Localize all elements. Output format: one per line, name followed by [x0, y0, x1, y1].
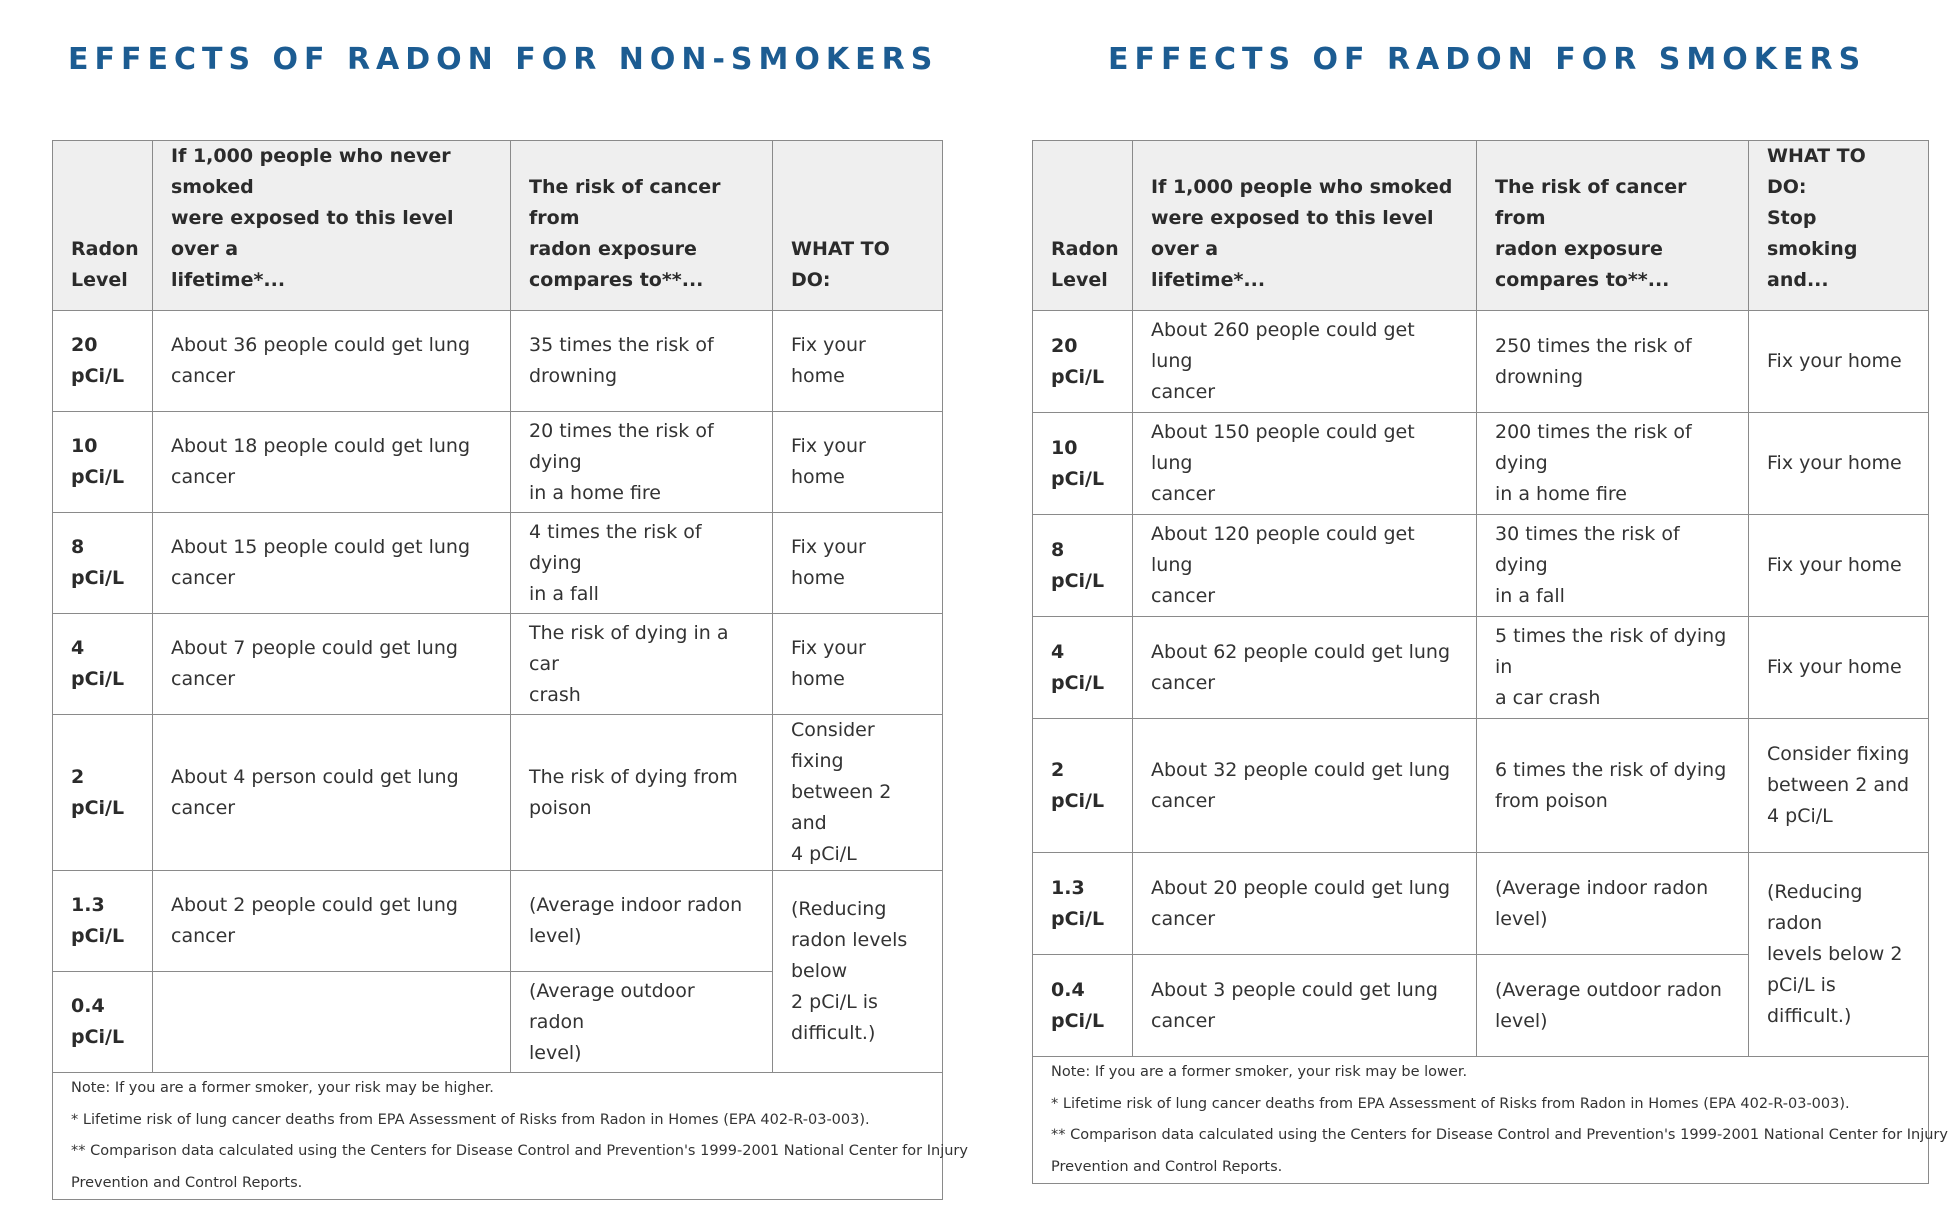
table-row: [53, 871, 943, 972]
compare-cell: (Average indoor radon level): [1477, 853, 1749, 955]
people-cell: About 15 people could get lung cancer: [153, 513, 511, 614]
what-to-do-cell: Fix your home: [773, 311, 943, 412]
table-row: [1033, 719, 1929, 853]
what-to-do-cell: Fix your home: [773, 513, 943, 614]
note-line: Note: If you are a former smoker, your risk may be higher.: [71, 1080, 494, 1096]
table-row: [53, 715, 943, 871]
compare-cell: The risk of dying from poison: [511, 715, 773, 871]
radon-level-cell: 10 pCi/L: [1033, 413, 1133, 515]
people-cell: About 62 people could get lung cancer: [1133, 617, 1477, 719]
header-what-to-do: WHAT TO DO:: [773, 141, 943, 311]
what-to-do-cell: Fix your home: [1749, 311, 1929, 413]
people-cell: About 7 people could get lung cancer: [153, 614, 511, 715]
compare-cell: (Average outdoor radon level): [511, 972, 773, 1073]
people-cell: About 18 people could get lung cancer: [153, 412, 511, 513]
table-row: [1033, 413, 1929, 515]
compare-cell: 20 times the risk of dying in a home fire: [511, 412, 773, 513]
notes-cell: [1033, 1057, 1948, 1184]
compare-cell: (Average outdoor radon level): [1477, 955, 1749, 1057]
compare-cell: (Average indoor radon level): [511, 871, 773, 972]
radon-level-cell: 20 pCi/L: [53, 311, 153, 412]
compare-cell: The risk of dying in a car crash: [511, 614, 773, 715]
notes-row: [53, 1073, 943, 1200]
nonsmokers-table: [52, 140, 968, 1200]
people-cell: About 4 person could get lung cancer: [153, 715, 511, 871]
radon-level-cell: 2 pCi/L: [1033, 719, 1133, 853]
radon-level-cell: 2 pCi/L: [53, 715, 153, 871]
table-row: [53, 614, 943, 715]
header-people: If 1,000 people who smoked were exposed to this level over a lifetime*...: [1133, 141, 1477, 311]
table-row: [53, 513, 943, 614]
table-row: [53, 311, 943, 412]
radon-level-cell: 8 pCi/L: [53, 513, 153, 614]
people-cell: About 3 people could get lung cancer: [1133, 955, 1477, 1057]
radon-level-cell: 0.4 pCi/L: [1033, 955, 1133, 1057]
compare-cell: 35 times the risk of drowning: [511, 311, 773, 412]
people-cell: About 150 people could get lung cancer: [1133, 413, 1477, 515]
note-line: * Lifetime risk of lung cancer deaths from EPA Assessment of Risks from Radon in Homes (EPA 402-R-03-003).: [1051, 1095, 1850, 1112]
table-header-row: [1033, 141, 1929, 311]
header-compare: The risk of cancer from radon exposure compares to**...: [1477, 141, 1749, 311]
table-row: [53, 412, 943, 513]
what-to-do-cell: Fix your home: [1749, 617, 1929, 719]
note-line: ** Comparison data calculated using the Centers for Disease Control and Prevention's 1999-2001 National Center for Injury: [71, 1143, 968, 1159]
radon-level-cell: 0.4 pCi/L: [53, 972, 153, 1073]
people-cell: About 260 people could get lung cancer: [1133, 311, 1477, 413]
radon-level-cell: 1.3 pCi/L: [53, 871, 153, 972]
what-to-do-cell: Fix your home: [773, 412, 943, 513]
note-line: * Lifetime risk of lung cancer deaths from EPA Assessment of Risks from Radon in Homes (EPA 402-R-03-003).: [71, 1111, 870, 1128]
what-to-do-cell: Fix your home: [1749, 413, 1929, 515]
people-cell: About 32 people could get lung cancer: [1133, 719, 1477, 853]
what-to-do-cell: Fix your home: [773, 614, 943, 715]
people-cell: About 120 people could get lung cancer: [1133, 515, 1477, 617]
table-row: [1033, 515, 1929, 617]
what-to-do-cell: Consider fixing between 2 and 4 pCi/L: [773, 715, 943, 871]
smokers-title: EFFECTS OF RADON FOR SMOKERS: [1108, 42, 1867, 77]
notes-row: [1033, 1057, 1929, 1184]
table-header-row: [53, 141, 943, 311]
header-what-to-do: WHAT TO DO: Stop smoking and...: [1749, 141, 1929, 311]
people-cell: About 2 people could get lung cancer: [153, 871, 511, 972]
people-cell: About 20 people could get lung cancer: [1133, 853, 1477, 955]
people-cell-empty: [153, 972, 511, 1073]
notes-cell: [53, 1073, 968, 1200]
radon-level-cell: 20 pCi/L: [1033, 311, 1133, 413]
nonsmokers-title: EFFECTS OF RADON FOR NON-SMOKERS: [68, 42, 939, 77]
table-row: [1033, 311, 1929, 413]
compare-cell: 200 times the risk of dying in a home fire: [1477, 413, 1749, 515]
note-line: Prevention and Control Reports.: [71, 1174, 303, 1191]
header-people: If 1,000 people who never smoked were exposed to this level over a lifetime*...: [153, 141, 511, 311]
radon-level-cell: 10 pCi/L: [53, 412, 153, 513]
note-line: Prevention and Control Reports.: [1051, 1158, 1283, 1175]
header-radon-level: Radon Level: [53, 141, 153, 311]
what-to-do-cell: Consider fixing between 2 and 4 pCi/L: [1749, 719, 1929, 853]
table-row: [1033, 617, 1929, 719]
smokers-table: [1032, 140, 1948, 1184]
table-row: [1033, 853, 1929, 955]
header-radon-level: Radon Level: [1033, 141, 1133, 311]
header-compare: The risk of cancer from radon exposure compares to**...: [511, 141, 773, 311]
compare-cell: 30 times the risk of dying in a fall: [1477, 515, 1749, 617]
radon-level-cell: 1.3 pCi/L: [1033, 853, 1133, 955]
compare-cell: 5 times the risk of dying in a car crash: [1477, 617, 1749, 719]
what-to-do-merged-cell: (Reducing radon levels below 2 pCi/L is difficult.): [773, 871, 943, 1073]
compare-cell: 6 times the risk of dying from poison: [1477, 719, 1749, 853]
people-cell: About 36 people could get lung cancer: [153, 311, 511, 412]
radon-level-cell: 8 pCi/L: [1033, 515, 1133, 617]
what-to-do-cell: Fix your home: [1749, 515, 1929, 617]
what-to-do-merged-cell: (Reducing radon levels below 2 pCi/L is difficult.): [1749, 853, 1929, 1057]
compare-cell: 4 times the risk of dying in a fall: [511, 513, 773, 614]
note-line: ** Comparison data calculated using the Centers for Disease Control and Prevention's 1999-2001 National Center for Injury: [1051, 1127, 1948, 1143]
note-line: Note: If you are a former smoker, your risk may be lower.: [1051, 1064, 1468, 1080]
radon-level-cell: 4 pCi/L: [53, 614, 153, 715]
radon-level-cell: 4 pCi/L: [1033, 617, 1133, 719]
compare-cell: 250 times the risk of drowning: [1477, 311, 1749, 413]
